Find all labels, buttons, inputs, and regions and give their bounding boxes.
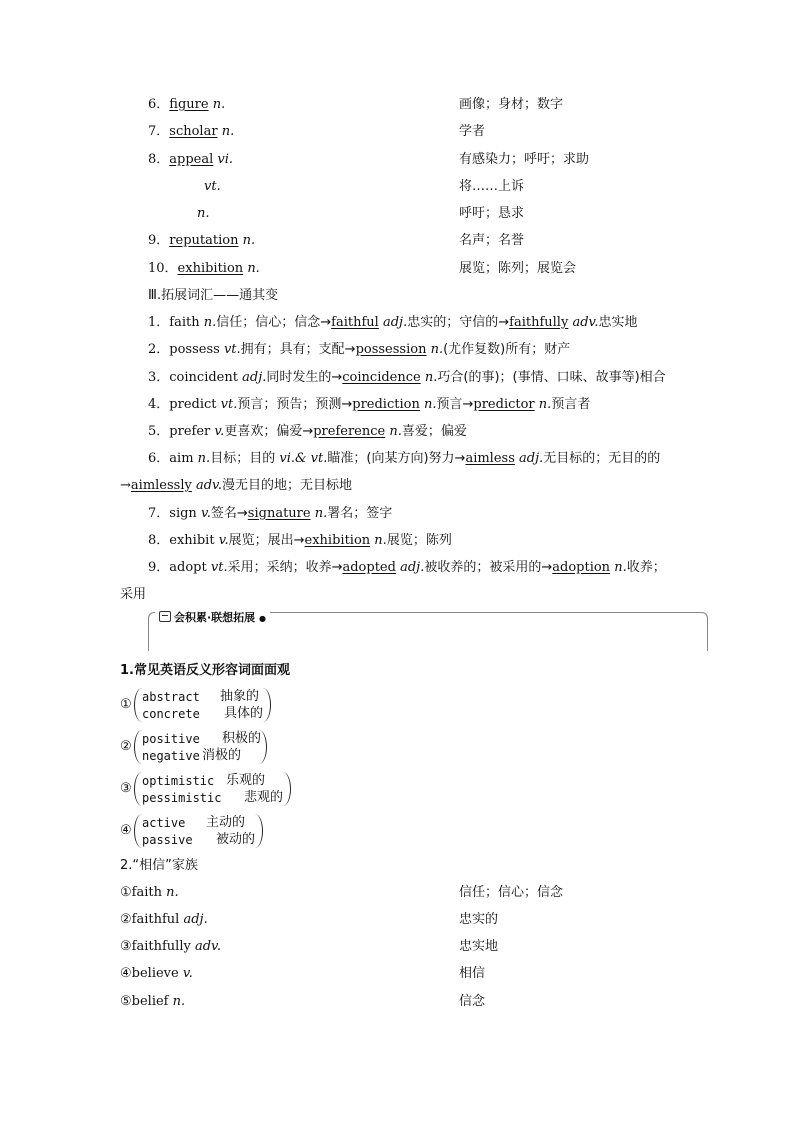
base-word: faith bbox=[169, 315, 200, 330]
part-of-speech: adv. bbox=[572, 315, 599, 330]
circle-number: ④ bbox=[120, 966, 132, 981]
part-of-speech: v. bbox=[214, 424, 225, 439]
meaning: 无目标的；无目的的 bbox=[543, 451, 661, 466]
part-of-speech: v. bbox=[182, 966, 193, 981]
vocab-meaning: 将……上诉 bbox=[459, 179, 525, 194]
part-of-speech: adj. bbox=[242, 370, 267, 385]
derivation-continuation bbox=[120, 477, 352, 495]
right-brace-icon bbox=[254, 814, 263, 848]
vocab-item bbox=[148, 123, 234, 141]
part-of-speech: adj. bbox=[519, 451, 544, 466]
section-heading: Ⅲ.拓展词汇——通其变 bbox=[148, 288, 279, 303]
derivation-item bbox=[148, 396, 590, 414]
part-of-speech: n. bbox=[614, 560, 627, 575]
meaning: 瞄准；(向某方向)努力→ bbox=[327, 451, 466, 466]
antonym-pair bbox=[120, 814, 280, 850]
part-of-speech: n. bbox=[197, 206, 210, 221]
derivation-item bbox=[148, 559, 666, 577]
item-number: 5． bbox=[148, 424, 170, 439]
family-meaning: 信任；信心；信念 bbox=[459, 885, 564, 900]
family-item bbox=[120, 993, 185, 1011]
vocab-item bbox=[148, 232, 255, 250]
part-of-speech: v. bbox=[218, 533, 229, 548]
part-of-speech: n. bbox=[538, 397, 552, 412]
part-of-speech: n. bbox=[374, 533, 387, 548]
circle-number: ③ bbox=[120, 939, 132, 954]
part-of-speech: vt. bbox=[223, 342, 241, 357]
meaning: 被收养的；被采用的→ bbox=[424, 560, 553, 575]
part-of-speech: n. bbox=[389, 424, 402, 439]
meaning: 漫无目的地；无目标地 bbox=[222, 478, 353, 493]
derived-word: faithfully bbox=[509, 315, 569, 330]
antonym-pair bbox=[120, 730, 280, 766]
vocab-meaning: 呼吁；恳求 bbox=[459, 206, 525, 221]
vocab-meaning: 展览；陈列；展览会 bbox=[459, 261, 577, 276]
right-brace-icon bbox=[258, 730, 267, 764]
antonym-en: positive bbox=[142, 732, 200, 746]
base-word: adopt bbox=[169, 560, 207, 575]
circle-number: ② bbox=[120, 739, 132, 754]
meaning: 更喜欢；偏爱→ bbox=[224, 424, 314, 439]
derived-word: signature bbox=[247, 506, 311, 521]
antonym-en: passive bbox=[142, 833, 193, 847]
derivation-item bbox=[148, 369, 666, 387]
antonym-cn: 悲观的 bbox=[244, 790, 284, 805]
circle-number: ① bbox=[120, 697, 132, 712]
family-word: faith bbox=[131, 885, 162, 900]
antonym-en: pessimistic bbox=[142, 791, 222, 805]
part-of-speech: n. bbox=[242, 233, 256, 248]
part-of-speech: n. bbox=[424, 370, 438, 385]
antonyms-heading: 1.常见英语反义形容词面面观 bbox=[120, 663, 290, 678]
derived-word: possession bbox=[355, 342, 427, 357]
dot-icon: ● bbox=[259, 614, 267, 623]
item-number: 6． bbox=[148, 97, 170, 112]
item-number: 4． bbox=[148, 397, 170, 412]
meaning: 拥有；具有；支配→ bbox=[240, 342, 356, 357]
part-of-speech: n. bbox=[430, 342, 444, 357]
meaning: 收养； bbox=[626, 560, 666, 575]
family-meaning: 忠实的 bbox=[459, 912, 499, 927]
base-word: sign bbox=[169, 506, 197, 521]
meaning: 展览；展出→ bbox=[228, 533, 305, 548]
family-meaning: 信念 bbox=[459, 994, 486, 1009]
item-number: 9． bbox=[148, 233, 170, 248]
part-of-speech: n. bbox=[203, 315, 217, 330]
banner-label: 会积累·联想拓展 bbox=[174, 611, 256, 624]
part-of-speech: n. bbox=[423, 397, 437, 412]
meaning: 预言；预告；预测→ bbox=[237, 397, 353, 412]
item-number: 7． bbox=[148, 506, 170, 521]
part-of-speech: n. bbox=[197, 451, 211, 466]
family-item bbox=[120, 965, 193, 983]
family-item bbox=[120, 911, 208, 929]
item-number: 8． bbox=[148, 152, 170, 167]
family-item bbox=[120, 884, 179, 902]
part-of-speech: adv. bbox=[194, 939, 221, 954]
part-of-speech: n. bbox=[314, 506, 328, 521]
item-number: 3． bbox=[148, 370, 170, 385]
family-word: faithful bbox=[131, 912, 180, 927]
meaning: (尤作复数)所有；财产 bbox=[443, 342, 571, 357]
derived-word: adoption bbox=[552, 560, 611, 575]
meaning: 签名→ bbox=[210, 506, 248, 521]
part-of-speech: vt. bbox=[220, 397, 238, 412]
family-item bbox=[120, 938, 221, 956]
part-of-speech: vt. bbox=[210, 560, 228, 575]
antonym-cn: 乐观的 bbox=[226, 773, 266, 788]
base-word: coincident bbox=[169, 370, 238, 385]
meaning: 忠实地 bbox=[598, 315, 638, 330]
antonym-cn: 具体的 bbox=[224, 706, 264, 721]
part-of-speech: vi. bbox=[217, 152, 234, 167]
vocab-word: exhibition bbox=[177, 261, 244, 276]
derivation-item bbox=[148, 423, 467, 441]
derived-word: preference bbox=[313, 424, 386, 439]
vocab-item bbox=[148, 260, 260, 278]
part-of-speech: n. bbox=[166, 885, 179, 900]
meaning: 同时发生的→ bbox=[266, 370, 343, 385]
meaning: 采用；采纳；收养→ bbox=[227, 560, 343, 575]
circle-number: ④ bbox=[120, 823, 132, 838]
right-brace-icon bbox=[282, 772, 291, 806]
family-word: believe bbox=[131, 966, 179, 981]
antonym-pair bbox=[120, 772, 300, 808]
part-of-speech: adj. bbox=[382, 315, 408, 330]
derived-word: aimlessly bbox=[130, 478, 192, 493]
antonym-en: concrete bbox=[142, 707, 200, 721]
item-number: 2． bbox=[148, 342, 170, 357]
vocab-word: appeal bbox=[169, 152, 214, 167]
meaning: 预言者 bbox=[551, 397, 591, 412]
part-of-speech: vi.& vt. bbox=[279, 451, 328, 466]
antonym-en: negative bbox=[142, 749, 200, 763]
arrow: → bbox=[120, 478, 131, 493]
derived-word: exhibition bbox=[304, 533, 371, 548]
part-of-speech: vt. bbox=[204, 179, 221, 194]
item-number: 10． bbox=[148, 261, 178, 276]
derived-word: aimless bbox=[465, 451, 515, 466]
circle-number: ② bbox=[120, 912, 132, 927]
base-word: prefer bbox=[169, 424, 211, 439]
meaning: 展览；陈列 bbox=[386, 533, 452, 548]
derived-word: faithful bbox=[331, 315, 379, 330]
item-number: 8． bbox=[148, 533, 170, 548]
vocab-meaning: 名声；名誉 bbox=[459, 233, 525, 248]
meaning: 预言→ bbox=[436, 397, 474, 412]
antonym-cn: 消极的 bbox=[202, 748, 242, 763]
derivation-continuation: 采用 bbox=[120, 587, 147, 602]
meaning: 巧合(的事)；(事情、口味、故事等)相合 bbox=[437, 370, 666, 385]
vocab-word: scholar bbox=[169, 124, 218, 139]
base-word: possess bbox=[169, 342, 220, 357]
family-meaning: 相信 bbox=[459, 966, 486, 981]
base-word: predict bbox=[169, 397, 217, 412]
vocab-meaning: 学者 bbox=[459, 124, 486, 139]
banner-tag bbox=[155, 611, 270, 626]
vocab-meaning: 有感染力；呼吁；求助 bbox=[459, 152, 590, 167]
derivation-item bbox=[148, 505, 392, 523]
base-word: exhibit bbox=[169, 533, 215, 548]
meaning: 目标；目的 bbox=[210, 451, 276, 466]
antonym-en: abstract bbox=[142, 690, 200, 704]
notebook-icon bbox=[159, 611, 171, 622]
family-heading: 2.“相信”家族 bbox=[120, 858, 198, 873]
item-number: 1． bbox=[148, 315, 170, 330]
circle-number: ① bbox=[120, 885, 132, 900]
vocab-word: figure bbox=[169, 97, 209, 112]
item-number: 6． bbox=[148, 451, 170, 466]
derived-word: prediction bbox=[352, 397, 420, 412]
antonym-pair bbox=[120, 688, 280, 724]
item-number: 7． bbox=[148, 124, 170, 139]
derivation-item bbox=[148, 341, 570, 359]
derivation-item bbox=[148, 532, 452, 550]
right-brace-icon bbox=[262, 688, 271, 722]
derivation-item bbox=[148, 314, 637, 332]
antonym-cn: 积极的 bbox=[222, 731, 262, 746]
derivation-item bbox=[148, 450, 660, 468]
antonym-en: optimistic bbox=[142, 774, 215, 788]
meaning: 信任；信心；信念→ bbox=[216, 315, 332, 330]
circle-number: ③ bbox=[120, 781, 132, 796]
part-of-speech: adj. bbox=[183, 912, 208, 927]
vocab-meaning: 画像；身材；数字 bbox=[459, 97, 564, 112]
derived-word: predictor bbox=[473, 397, 535, 412]
part-of-speech: adj. bbox=[400, 560, 425, 575]
part-of-speech: n. bbox=[221, 124, 235, 139]
family-word: belief bbox=[131, 994, 169, 1009]
part-of-speech: n. bbox=[247, 261, 260, 276]
vocab-item bbox=[148, 151, 233, 169]
base-word: aim bbox=[169, 451, 194, 466]
meaning: 署名；签字 bbox=[327, 506, 393, 521]
antonym-cn: 主动的 bbox=[206, 815, 246, 830]
antonym-cn: 抽象的 bbox=[220, 689, 260, 704]
item-number: 9． bbox=[148, 560, 170, 575]
vocab-item bbox=[148, 96, 225, 114]
family-meaning: 忠实地 bbox=[459, 939, 499, 954]
antonym-en: active bbox=[142, 816, 186, 830]
derived-word: coincidence bbox=[342, 370, 421, 385]
family-word: faithfully bbox=[131, 939, 191, 954]
part-of-speech: adv. bbox=[195, 478, 222, 493]
antonym-cn: 被动的 bbox=[216, 832, 256, 847]
derived-word: adopted bbox=[342, 560, 396, 575]
part-of-speech: n. bbox=[172, 994, 186, 1009]
vocab-word: reputation bbox=[169, 233, 239, 248]
circle-number: ⑤ bbox=[120, 994, 132, 1009]
section-banner bbox=[148, 612, 708, 651]
meaning: 忠实的；守信的→ bbox=[407, 315, 510, 330]
part-of-speech: v. bbox=[200, 506, 211, 521]
part-of-speech: n. bbox=[212, 97, 226, 112]
meaning: 喜爱；偏爱 bbox=[401, 424, 467, 439]
